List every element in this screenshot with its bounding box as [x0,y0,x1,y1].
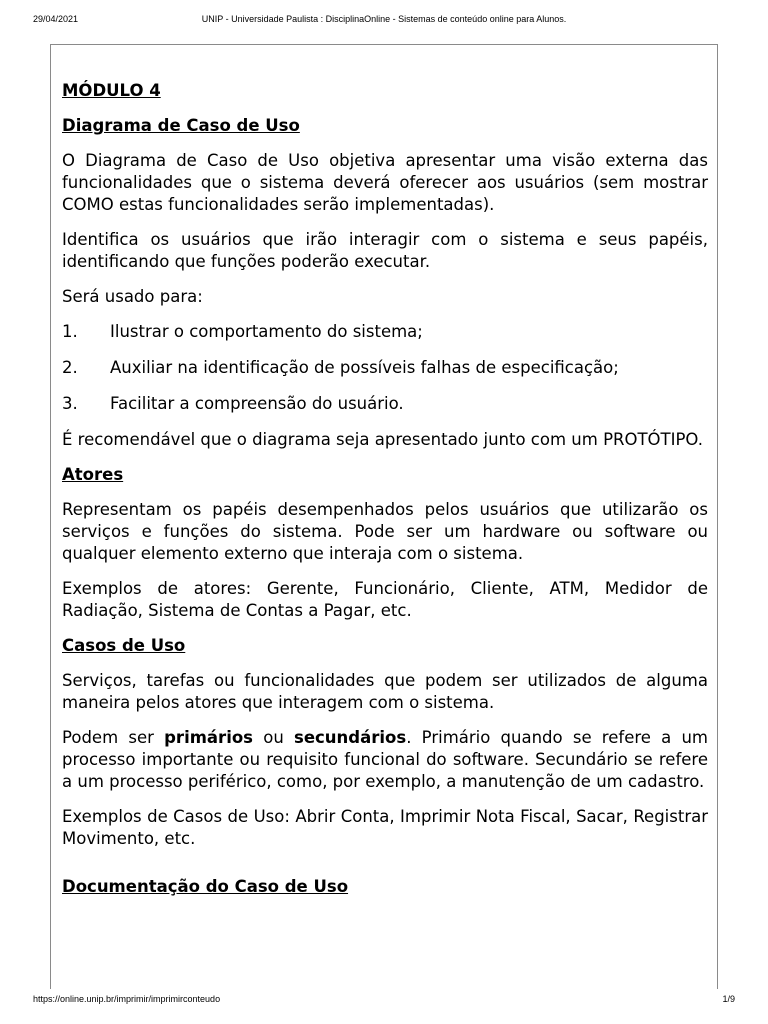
print-footer [0,994,768,1010]
term-secundarios: secundários [294,728,407,747]
list-item [62,393,708,415]
document-content [62,80,708,911]
list-number: 1. [62,322,78,341]
paragraph-casos-def: Serviços, tarefas ou funcionalidades que podem ser utilizados de alguma maneira pelos atores que interagem com o sistema. [62,671,708,712]
list-number: 2. [62,358,78,377]
paragraph-primarios-secundarios: Podem ser primários ou secundários. Primário quando se refere a um processo importante ou requisito funcional do software. Secundário se refere a um processo periférico, como, por exemplo, a manutenção de um cadastro. [62,728,708,791]
list-item [62,321,708,343]
paragraph-objetivo: O Diagrama de Caso de Uso objetiva apresentar uma visão externa das funcionalidades que o sistema deverá oferecer aos usuários (sem mostrar COMO estas funcionalidades serão implementadas). [62,151,708,214]
print-date: 29/04/2021 [33,14,79,24]
list-text: Auxiliar na identificação de possíveis falhas de especificação; [110,358,619,377]
list-text: Facilitar a compreensão do usuário. [110,394,404,413]
section-title-diagrama: Diagrama de Caso de Uso [62,116,300,135]
term-primarios: primários [164,728,254,747]
paragraph-atores-exemplos: Exemplos de atores: Gerente, Funcionário, Cliente, ATM, Medidor de Radiação, Sistema de Contas a Pagar, etc. [62,579,708,620]
paragraph-identifica: Identifica os usuários que irão interagir com o sistema e seus papéis, identificando que funções poderão executar. [62,230,708,271]
list-number: 3. [62,394,78,413]
section-title-casos-de-uso: Casos de Uso [62,636,186,655]
paragraph-casos-exemplos: Exemplos de Casos de Uso: Abrir Conta, Imprimir Nota Fiscal, Sacar, Registrar Movimento, etc. [62,807,708,848]
paragraph-atores-def: Representam os papéis desempenhados pelos usuários que utilizarão os serviços e funções do sistema. Pode ser um hardware ou software ou qualquer elemento externo que interaja com o sistema. [62,500,708,563]
page-number: 1/9 [722,994,735,1004]
paragraph-recomendavel: É recomendável que o diagrama seja apresentado junto com um PROTÓTIPO. [62,430,703,449]
paragraph-usado-para: Será usado para: [62,287,203,306]
module-title: MÓDULO 4 [62,81,161,100]
print-header [0,14,768,30]
section-title-atores: Atores [62,465,124,484]
print-url: https://online.unip.br/imprimir/imprimirconteudo [33,994,221,1004]
list-item [62,357,708,379]
print-title: UNIP - Universidade Paulista : DisciplinaOnline - Sistemas de conteúdo online para Alunos. [201,14,567,24]
section-title-documentacao: Documentação do Caso de Uso [62,877,349,896]
list-text: Ilustrar o comportamento do sistema; [110,322,423,341]
